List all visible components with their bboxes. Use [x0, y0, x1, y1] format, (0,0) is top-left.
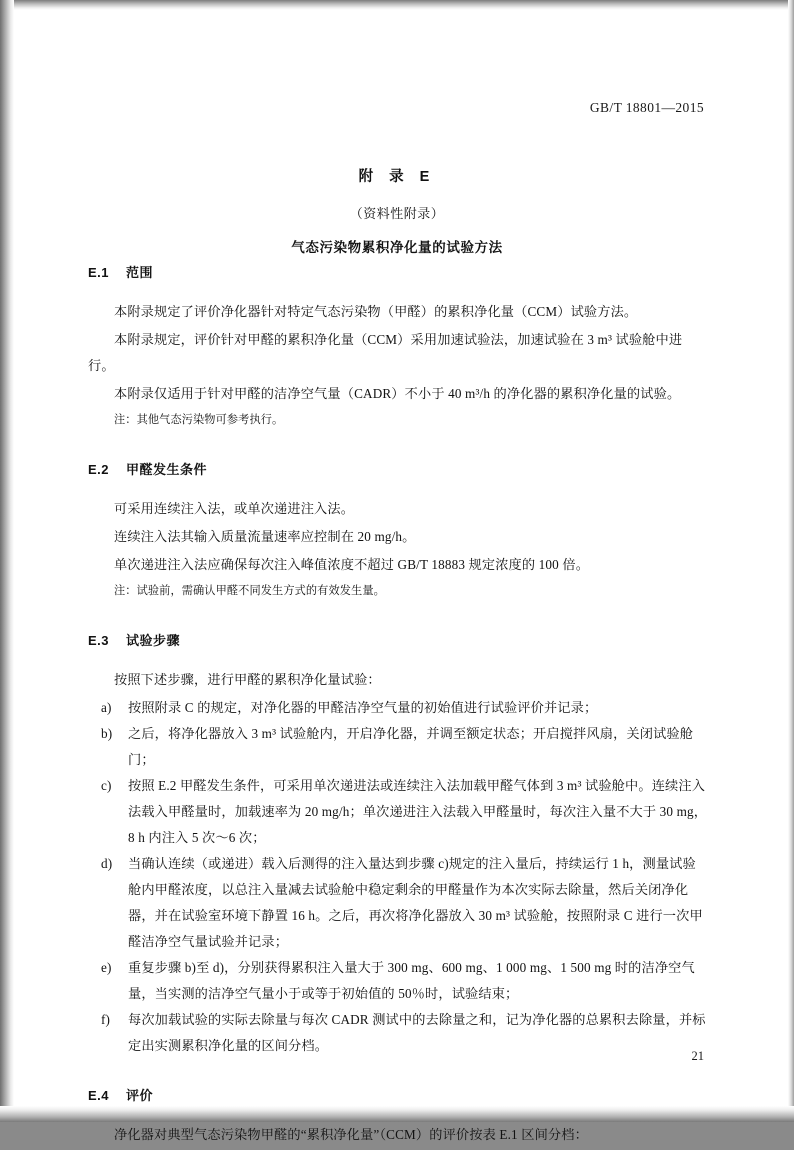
clause-e4-paragraph-1: 净化器对典型气态污染物甲醛的“累积净化量”（CCM）的评价按表 E.1 区间分档： [114, 1127, 588, 1142]
list-item [88, 955, 708, 1007]
spacer-after-e1 [88, 433, 708, 459]
spacer-after-e2 [88, 604, 708, 630]
standard-code-header: GB/T 18801—2015 [589, 100, 704, 115]
clause-e3-step-list [88, 695, 708, 1059]
spacer-after-e3 [88, 1059, 708, 1085]
step-text-a: 按照附录 C 的规定，对净化器的甲醛洁净空气量的初始值进行试验评价并记录； [128, 700, 598, 715]
annex-name: 气态污染物累积净化量的试验方法 [291, 240, 503, 255]
list-item [88, 695, 708, 721]
clause-e3-title: 试验步骤 [126, 633, 181, 648]
step-text-d: 当确认连续（或递进）载入后测得的注入量达到步骤 c)规定的注入量后，持续运行 1 h，测量试验舱内甲醛浓度，以总注入量减去试验舱中稳定剩余的甲醛量作为本次实际去除量，然后关闭净化器，并在试验室环境下静置 16 h。之后，再次将净化器放入 30 m³ 试验舱，按照附录 C 进行一次甲醛洁净空气量试验并记录； [128, 856, 703, 949]
clause-e1-paragraph-1: 本附录规定了评价净化器针对特定气态污染物（甲醛）的累积净化量（CCM）试验方法。 [114, 304, 638, 319]
step-text-c: 按照 E.2 甲醛发生条件，可采用单次递进法或连续注入法加载甲醛气体到 3 m³ 试验舱中。连续注入法载入甲醛量时，加载速率为 20 mg/h；单次递进注入法载入甲醛量时，每次注入量不大于 30 mg，8 h 内注入 5 次～6 次； [128, 778, 708, 845]
body-text-area [88, 262, 708, 1150]
clause-e3 [88, 630, 708, 1059]
clause-e1-paragraph-2: 本附录规定，评价针对甲醛的累积净化量（CCM）采用加速试验法，加速试验在 3 m³ 试验舱中进行。 [88, 332, 683, 373]
clause-e2-note-1: 注：试验前，需确认甲醛不同发生方式的有效发生量。 [114, 585, 385, 597]
annex-subtitle: （资料性附录） [349, 206, 445, 221]
clause-e4 [88, 1085, 708, 1148]
annex-heading-block [0, 165, 794, 256]
clause-e2-paragraph-3: 单次递进注入法应确保每次注入峰值浓度不超过 GB/T 18883 规定浓度的 100 倍。 [114, 557, 590, 572]
list-item [88, 721, 708, 773]
list-item [88, 773, 708, 851]
clause-e2-number: E.2 [88, 462, 110, 477]
step-text-f: 每次加载试验的实际去除量与每次 CADR 测试中的去除量之和，记为净化器的总累积去除量，并标定出实测累积净化量的区间分档。 [128, 1012, 706, 1053]
page-number: 21 [691, 1049, 704, 1063]
clause-e2-heading [88, 459, 708, 478]
clause-e3-paragraph-1: 按照下述步骤，进行甲醛的累积净化量试验： [114, 672, 381, 687]
step-marker-f: f) [101, 1012, 111, 1027]
clause-e1 [88, 262, 708, 431]
clause-e1-heading [88, 262, 708, 281]
clause-e4-heading [88, 1085, 708, 1104]
clause-e2-title: 甲醛发生条件 [126, 462, 208, 477]
clause-e1-paragraph-3: 本附录仅适用于针对甲醛的洁净空气量（CADR）不小于 40 m³/h 的净化器的累积净化量的试验。 [114, 386, 681, 401]
clause-e1-title: 范围 [126, 265, 154, 280]
step-text-b: 之后，将净化器放入 3 m³ 试验舱内，开启净化器，并调至额定状态；开启搅拌风扇，关闭试验舱门； [128, 726, 694, 767]
clause-e1-number: E.1 [88, 265, 110, 280]
clause-e1-note-1: 注：其他气态污染物可参考执行。 [114, 414, 284, 426]
clause-e4-title: 评价 [126, 1088, 154, 1103]
step-marker-b: b) [101, 726, 113, 741]
clause-e2-paragraph-2: 连续注入法其输入质量流量速率应控制在 20 mg/h。 [114, 529, 416, 544]
list-item [88, 851, 708, 955]
annex-title: 附 录 E [358, 169, 436, 185]
clause-e4-number: E.4 [88, 1088, 110, 1103]
step-marker-e: e) [101, 960, 112, 975]
step-marker-a: a) [101, 700, 112, 715]
step-marker-d: d) [101, 856, 113, 871]
step-text-e: 重复步骤 b)至 d)，分别获得累积注入量大于 300 mg、600 mg、1 000 mg、1 500 mg 时的洁净空气量，当实测的洁净空气量小于或等于初始值的 50％时，试验结束； [128, 960, 695, 1001]
clause-e2 [88, 459, 708, 602]
clause-e3-number: E.3 [88, 633, 110, 648]
clause-e2-paragraph-1: 可采用连续注入法，或单次递进注入法。 [114, 501, 355, 516]
list-item [88, 1007, 708, 1059]
step-marker-c: c) [101, 778, 112, 793]
clause-e3-heading [88, 630, 708, 649]
